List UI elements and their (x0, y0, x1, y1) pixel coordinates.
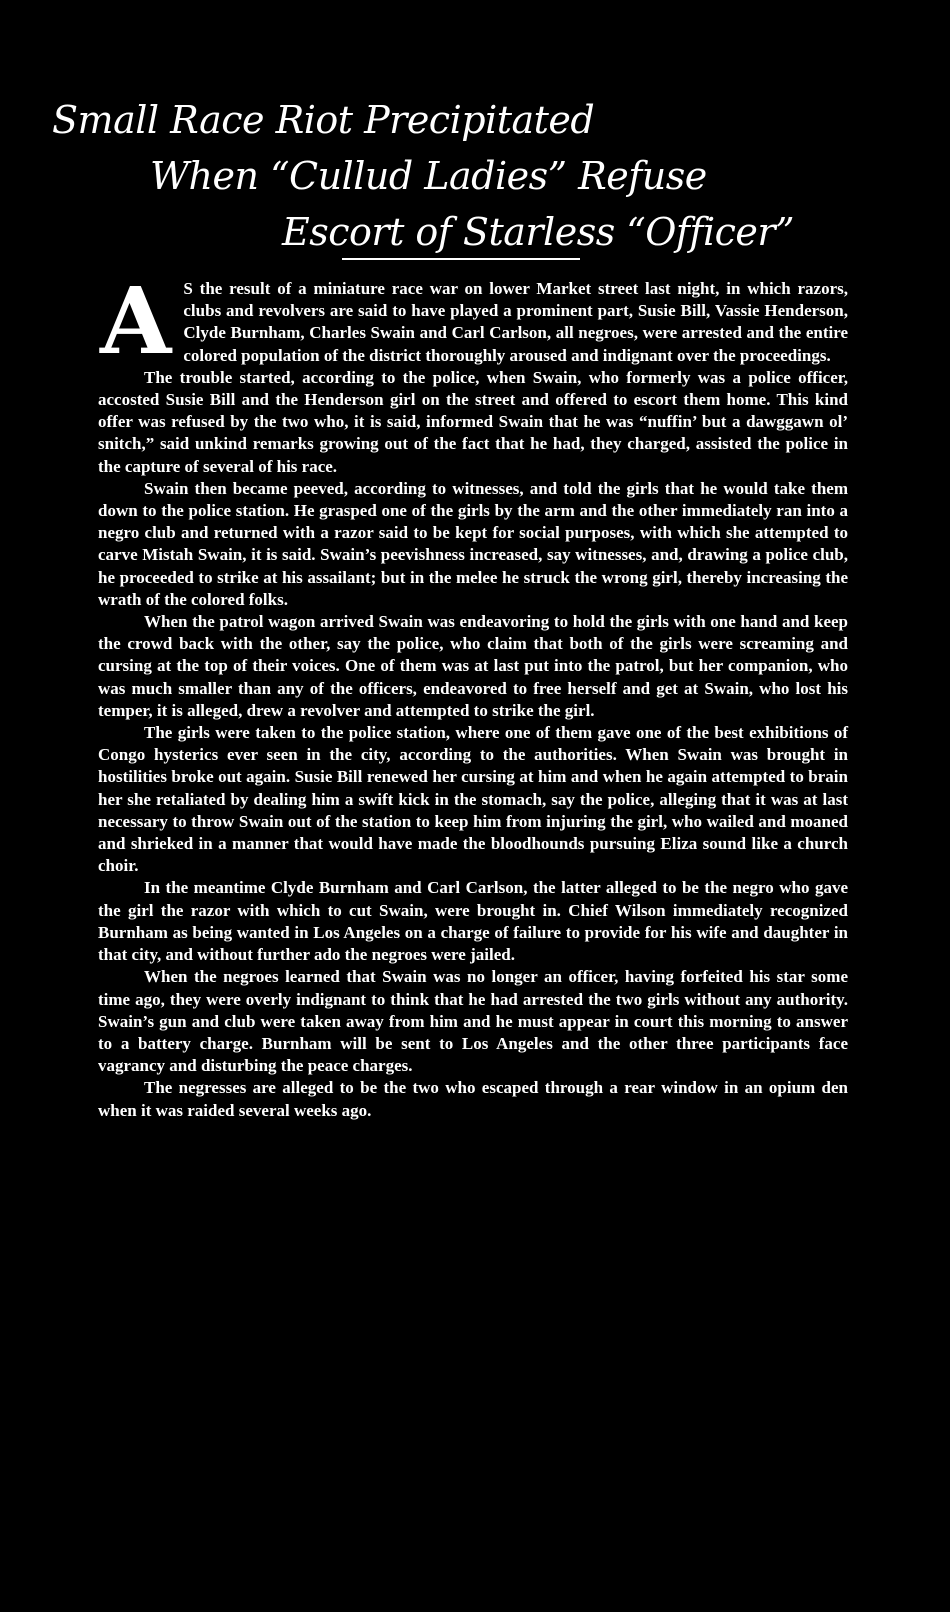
drop-cap: A (100, 267, 172, 375)
article-paragraph: When the negroes learned that Swain was no longer an officer, having forfeited his star some time ago, they were overly indignant to think that he had arrested the two girls without any authority. Swain’s gun and club were taken away from him and he must appear in court this morning to answer to a battery charge. Burnham will be sent to Los Angeles and the other three participants face vagrancy and disturbing the peace charges. (98, 967, 848, 1076)
article-paragraph: The negresses are alleged to be the two who escaped through a rear window in an opium den when it was raided several weeks ago. (98, 1078, 848, 1120)
article-paragraph: In the meantime Clyde Burnham and Carl Carlson, the latter alleged to be the negro who gave the girl the razor with which to cut Swain, were brought in. Chief Wilson immediately recognized Burnham as being wanted in Los Angeles on a charge of failure to provide for his wife and daughter in that city, and without further ado the negroes were jailed. (98, 878, 848, 965)
headline-divider (342, 258, 580, 260)
article-paragraph: Swain then became peeved, according to witnesses, and told the girls that he would take them down to the police station. He grasped one of the girls by the arm and the other immediately ran into a negro club and returned with a razor said to be kept for social purposes, with which she attempted to carve Mistah Swain, it is said. Swain’s peevishness increased, say witnesses, and, drawing a police club, he proceeded to strike at his assailant; but in the melee he struck the wrong girl, thereby increasing the wrath of the colored folks. (98, 478, 848, 609)
headline-line-1: Small Race Riot Precipitated (52, 98, 595, 142)
headline (52, 92, 902, 260)
article-paragraph: The trouble started, according to the police, when Swain, who formerly was a police officer, accosted Susie Bill and the Henderson girl on the street and offered to escort them home. This kind offer was refused by the two who, it is said, informed Swain that he was “nuffin’ but a dawggawn ol’ snitch,” said unkind remarks growing out of the fact that he had, they charged, assisted the police in the capture of several of his race. (98, 367, 848, 476)
article-paragraph: S the result of a miniature race war on lower Market street last night, in which razors, clubs and revolvers are said to have played a prominent part, Susie Bill, Vassie Henderson, Clyde Burnham, Charles Swain and Carl Carlson, all negroes, were arrested and the entire colored population of the district thoroughly aroused and indignant over the proceedings. (183, 279, 848, 365)
article-paragraph: When the patrol wagon arrived Swain was endeavoring to hold the girls with one hand and keep the crowd back with the other, say the police, who claim that both of the girls were screaming and cursing at the top of their voices. One of them was at last put into the patrol, but her companion, who was much smaller than any of the officers, endeavored to free herself and get at Swain, who lost his temper, it is alleged, drew a revolver and attempted to strike the girl. (98, 612, 848, 720)
article-paragraph: The girls were taken to the police station, where one of them gave one of the best exhibitions of Congo hysterics ever seen in the city, according to the authorities. When Swain was brought in hostilities broke out again. Susie Bill renewed her cursing at him and when he again attempted to brain her she retaliated by dealing him a swift kick in the stomach, say the police, alleging that it was at last necessary to throw Swain out of the station to keep him from injuring the girl, who wailed and moaned and shrieked in a manner that would have made the bloodhounds pursuing Eliza sound like a church choir. (98, 723, 848, 876)
headline-line-2: When “Cullud Ladies” Refuse (150, 154, 707, 198)
article-body (98, 267, 848, 1122)
headline-line-3: Escort of Starless “Officer” (282, 210, 795, 254)
